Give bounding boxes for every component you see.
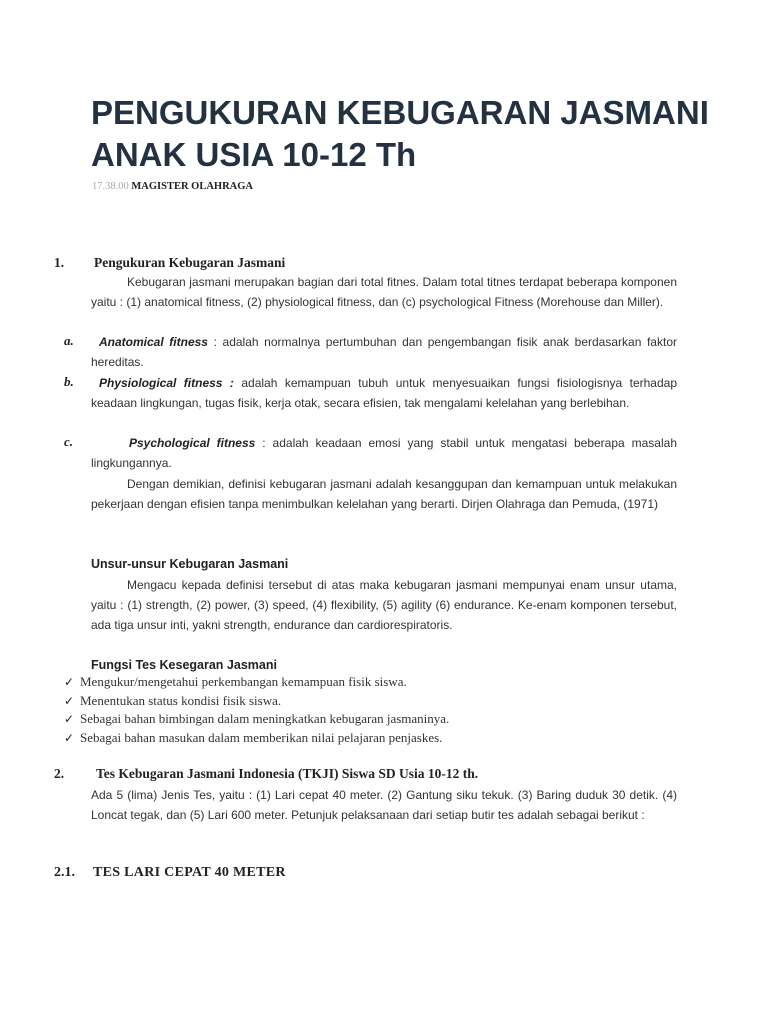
fungsi-list bbox=[64, 673, 449, 747]
item-b bbox=[91, 373, 677, 413]
unsur-heading: Unsur-unsur Kebugaran Jasmani bbox=[91, 557, 289, 571]
definition-text: Dengan demikian, definisi kebugaran jasmani adalah kesanggupan dan kemampuan untuk melakukan pekerjaan dengan efisien tanpa menimbulkan kelelahan yang berarti. Dirjen Olahraga dan Pemuda, (1971) bbox=[91, 477, 677, 512]
post-author[interactable]: MAGISTER OLAHRAGA bbox=[131, 181, 254, 192]
item-a-letter: a. bbox=[64, 333, 74, 348]
item-b-desc: adalah kemampuan tubuh untuk menyesuaikan fungsi fisiologisnya terhadap keadaan lingkungan, tugas fisik, kerja otak, secara efisien, tak mengalami kelelahan yang berlebihan. bbox=[91, 376, 677, 411]
section-2-1-number: 2.1. bbox=[54, 865, 75, 880]
item-a-term: Anatomical fitness bbox=[99, 335, 208, 349]
item-a bbox=[91, 332, 677, 372]
list-item-text: Mengukur/mengetahui perkembangan kemampuan fisik siswa. bbox=[80, 674, 407, 689]
list-item bbox=[64, 710, 449, 729]
item-a-desc: : adalah normalnya pertumbuhan dan pengembangan fisik anak berdasarkan faktor hereditas. bbox=[91, 335, 677, 370]
item-c-letter: c. bbox=[64, 434, 74, 449]
unsur-text: Mengacu kepada definisi tersebut di atas maka kebugaran jasmani mempunyai enam unsur utama, yaitu : (1) strength, (2) power, (3) speed, (4) flexibility, (5) agility (6) endurance. Ke-enam komponen tersebut, ada tiga unsur inti, yakni strength, endurance dan cardiorespiratoris. bbox=[91, 578, 677, 633]
fungsi-heading: Fungsi Tes Kesegaran Jasmani bbox=[91, 658, 277, 672]
section-2-heading: Tes Kebugaran Jasmani Indonesia (TKJI) Siswa SD Usia 10-12 th. bbox=[96, 766, 479, 781]
item-b-term: Physiological fitness : bbox=[99, 376, 234, 390]
section-1-number: 1. bbox=[54, 255, 65, 270]
definition-paragraph bbox=[91, 474, 677, 514]
checkmark-icon: ✓ bbox=[64, 712, 75, 726]
section-2-paragraph bbox=[91, 785, 677, 825]
checkmark-icon: ✓ bbox=[64, 675, 75, 689]
unsur-paragraph bbox=[91, 575, 677, 636]
section-2-text: Ada 5 (lima) Jenis Tes, yaitu : (1) Lari cepat 40 meter. (2) Gantung siku tekuk. (3) Baring duduk 30 detik. (4) Loncat tegak, dan (5) Lari 600 meter. Petunjuk pelaksanaan dari setiap butir tes adalah sebagai berikut : bbox=[91, 788, 677, 823]
checkmark-icon: ✓ bbox=[64, 693, 75, 708]
list-item bbox=[64, 673, 449, 692]
section-1-heading: Pengukuran Kebugaran Jasmani bbox=[94, 255, 286, 270]
item-c-desc: : adalah keadaan emosi yang stabil untuk mengatasi beberapa masalah lingkungannya. bbox=[91, 436, 677, 471]
list-item-text: Menentukan status kondisi fisik siswa. bbox=[80, 692, 282, 708]
list-item bbox=[64, 729, 449, 748]
item-b-letter: b. bbox=[64, 374, 74, 389]
checkmark-icon: ✓ bbox=[64, 730, 75, 745]
section-1-intro bbox=[91, 272, 677, 312]
list-item-text: Sebagai bahan masukan dalam memberikan nilai pelajaran penjaskes. bbox=[80, 729, 443, 745]
page-title: PENGUKURAN KEBUGARAN JASMANI ANAK USIA 10-12 Th bbox=[91, 94, 709, 173]
section-2-1-heading: TES LARI CEPAT 40 METER bbox=[93, 865, 286, 880]
item-c bbox=[91, 433, 677, 473]
post-time[interactable]: 17.38.00 bbox=[92, 181, 129, 192]
list-item bbox=[64, 692, 449, 711]
section-2-number: 2. bbox=[54, 766, 65, 781]
post-meta bbox=[92, 181, 253, 192]
list-item-text: Sebagai bahan bimbingan dalam meningkatkan kebugaran jasmaninya. bbox=[80, 711, 450, 726]
item-c-term: Psychological fitness bbox=[129, 436, 256, 450]
section-1-intro-text: Kebugaran jasmani merupakan bagian dari total fitnes. Dalam total titnes terdapat beberapa komponen yaitu : (1) anatomical fitness, (2) physiological fitness, dan (c) psychological Fitness (Morehouse dan Miller). bbox=[91, 275, 677, 310]
